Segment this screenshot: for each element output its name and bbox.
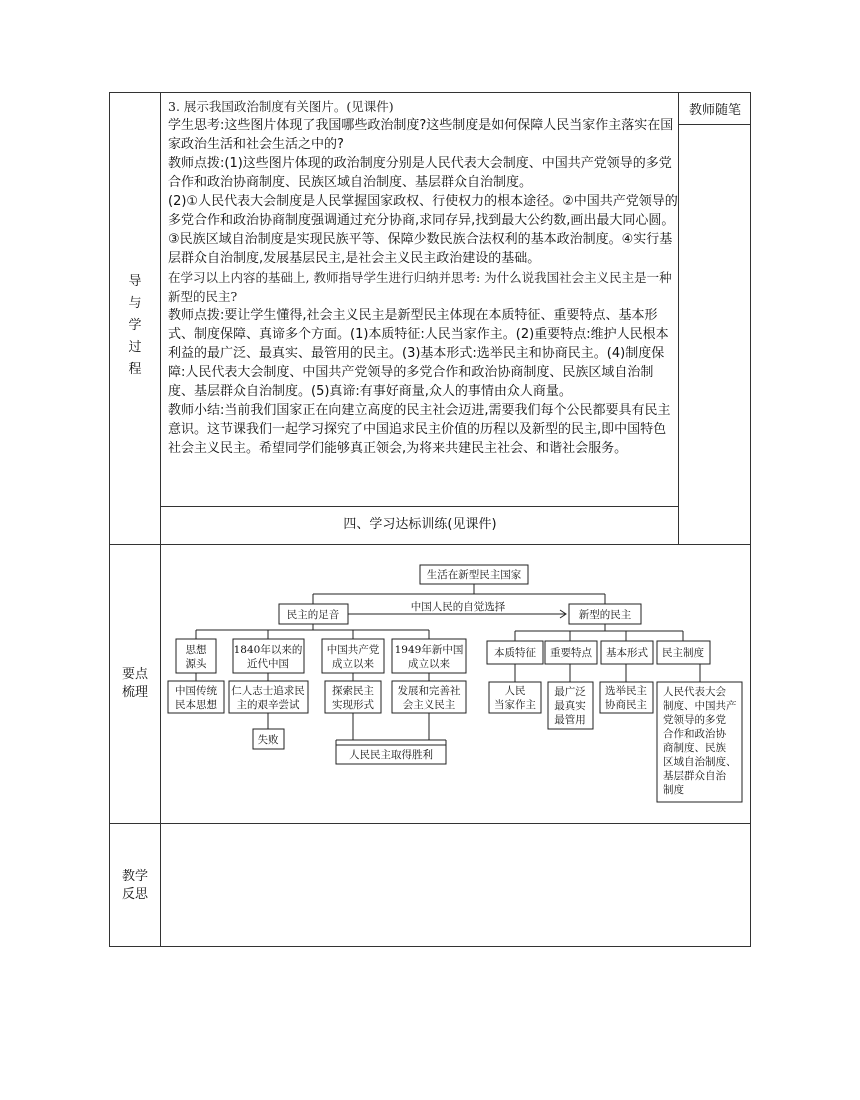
- mindmap-node-detail: 党领导的多党: [663, 714, 726, 726]
- mindmap-node-detail: 合作和政治协: [663, 728, 726, 740]
- mindmap-node-title: 成立以来: [408, 658, 450, 670]
- mindmap-node-title: 成立以来: [332, 658, 374, 670]
- mindmap-node-detail: 人民代表大会: [663, 686, 726, 698]
- mindmap-node-detail: 中国传统: [175, 685, 217, 697]
- row-label-line: 反思: [121, 887, 148, 902]
- mindmap-node-detail: 选举民主: [605, 685, 647, 697]
- mindmap-node-title: 本质特征: [494, 647, 536, 659]
- mindmap-node-detail: 民本思想: [175, 699, 217, 711]
- teacher-notes-header: 教师随笔: [688, 103, 741, 118]
- paragraph-teacher-hint-2: (2)①人民代表大会制度是人民掌握国家政权、行使权力的根本途径。②中国共产党领导的多党合作和政治协商制度强调通过充分协商,求同存异,找到最大公约数,画出最大同心圆。③民族区域自治制度是实现民族平等、保障少数民族合法权利的基本政治制度。④实行基层群众自治制度,发展基层民主,是社会主义民主政治建设的基础。: [168, 194, 678, 266]
- mindmap-node-detail: 人民: [504, 685, 526, 697]
- paragraph-teacher-summary: 教师小结:当前我们国家正在向建立高度的民主社会迈进,需要我们每个公民都要具有民主意识。这节课我们一起学习探究了中国追求民主价值的历程以及新型的民主,即中国特色社会主义民主。希望同学们能够真正领会,为将来共建民主社会、和谐社会服务。: [168, 403, 671, 456]
- mindmap-node-detail: 最广泛: [554, 686, 586, 698]
- mindmap-node-title: 民主制度: [662, 647, 704, 659]
- mindmap-root: 生活在新型民主国家: [426, 569, 522, 581]
- paragraph-student-think: 学生思考:这些图片体现了我国哪些政治制度?这些制度是如何保障人民当家作主落实在国家政治生活和社会生活之中的?: [168, 118, 674, 152]
- mindmap-node-detail: 当家作主: [494, 699, 536, 711]
- mindmap-node-detail: 最真实: [554, 700, 586, 712]
- mindmap-node-detail: 最管用: [554, 714, 586, 726]
- mindmap-node-detail: 制度: [663, 784, 684, 796]
- mindmap-link-label: 中国人民的自觉选择: [410, 601, 506, 613]
- paragraph-induction: 在学习以上内容的基础上, 教师指导学生进行归纳并思考: 为什么说我国社会主义民主是一种新型的民主?: [168, 270, 672, 304]
- mindmap-node-detail: 仁人志士追求民: [231, 685, 305, 697]
- paragraph-teacher-hint-3: 教师点拨:要让学生懂得,社会主义民主是新型民主体现在本质特征、重要特点、基本形式、制度保障、真谛多个方面。(1)本质特征:人民当家作主。(2)重要特点:维护人民根本利益的最广泛、最真实、最管用的民主。(3)基本形式:选举民主和协商民主。(4)制度保障:人民代表大会制度、中国共产党领导的多党合作和政治协商制度、民族区域自治制度、基层群众自治制度。(5)真谛:有事好商量,众人的事情由众人商量。: [168, 308, 669, 399]
- row-label-line: 教学: [121, 869, 148, 884]
- mindmap-node-detail: 实现形式: [332, 699, 374, 711]
- mindmap-node-title: 源头: [185, 658, 207, 670]
- row-label-char: 与: [128, 296, 142, 311]
- mindmap-node-title: 近代中国: [247, 658, 289, 670]
- row-label-line: 要点: [121, 667, 148, 682]
- mindmap-node-detail: 区域自治制度、: [663, 756, 737, 768]
- mindmap-node-detail: 商制度、民族: [663, 742, 726, 754]
- mindmap-node-detail: 会主义民主: [402, 699, 456, 711]
- mindmap-failure-node: 失败: [257, 734, 279, 746]
- mindmap-node-detail: 基层群众自治: [663, 770, 726, 782]
- row-label-char: 导: [128, 274, 142, 289]
- mindmap-node-detail: 协商民主: [605, 699, 647, 711]
- mindmap-right-branch: 新型的民主: [578, 609, 632, 621]
- mindmap-node-title: 基本形式: [606, 647, 648, 659]
- mindmap-node-title: 1949年新中国: [394, 644, 464, 656]
- mindmap-node-title: 1840年以来的: [233, 644, 303, 656]
- row-label-char: 学: [128, 318, 142, 333]
- paragraph-step3: 3. 展示我国政治制度有关图片。(见课件): [168, 99, 394, 114]
- mindmap-node-title: 中国共产党: [326, 644, 380, 656]
- mindmap-node-detail: 发展和完善社: [397, 685, 461, 697]
- mindmap-node-title: 思想: [185, 644, 207, 656]
- reflection-area[interactable]: [161, 824, 750, 946]
- mindmap-node-title: 重要特点: [550, 647, 592, 659]
- paragraph-teacher-hint-1: 教师点拨:(1)这些图片体现的政治制度分别是人民代表大会制度、中国共产党领导的多党合作和政治协商制度、民族区域自治制度、基层群众自治制度。: [168, 156, 672, 190]
- drill-heading: 四、学习达标训练(见课件): [343, 517, 497, 532]
- mindmap-victory-node: 人民民主取得胜利: [349, 749, 433, 761]
- row-label-char: 程: [128, 362, 142, 377]
- mindmap-node-detail: 制度、中国共产: [663, 700, 737, 712]
- row-label-char: 过: [128, 340, 142, 355]
- row-label-line: 梳理: [121, 685, 148, 700]
- mindmap-node-detail: 探索民主: [332, 685, 374, 697]
- row-label-reflection: [110, 868, 160, 904]
- mindmap-left-branch: 民主的足音: [286, 609, 340, 621]
- mindmap-node-detail: 主的艰辛尝试: [236, 699, 300, 711]
